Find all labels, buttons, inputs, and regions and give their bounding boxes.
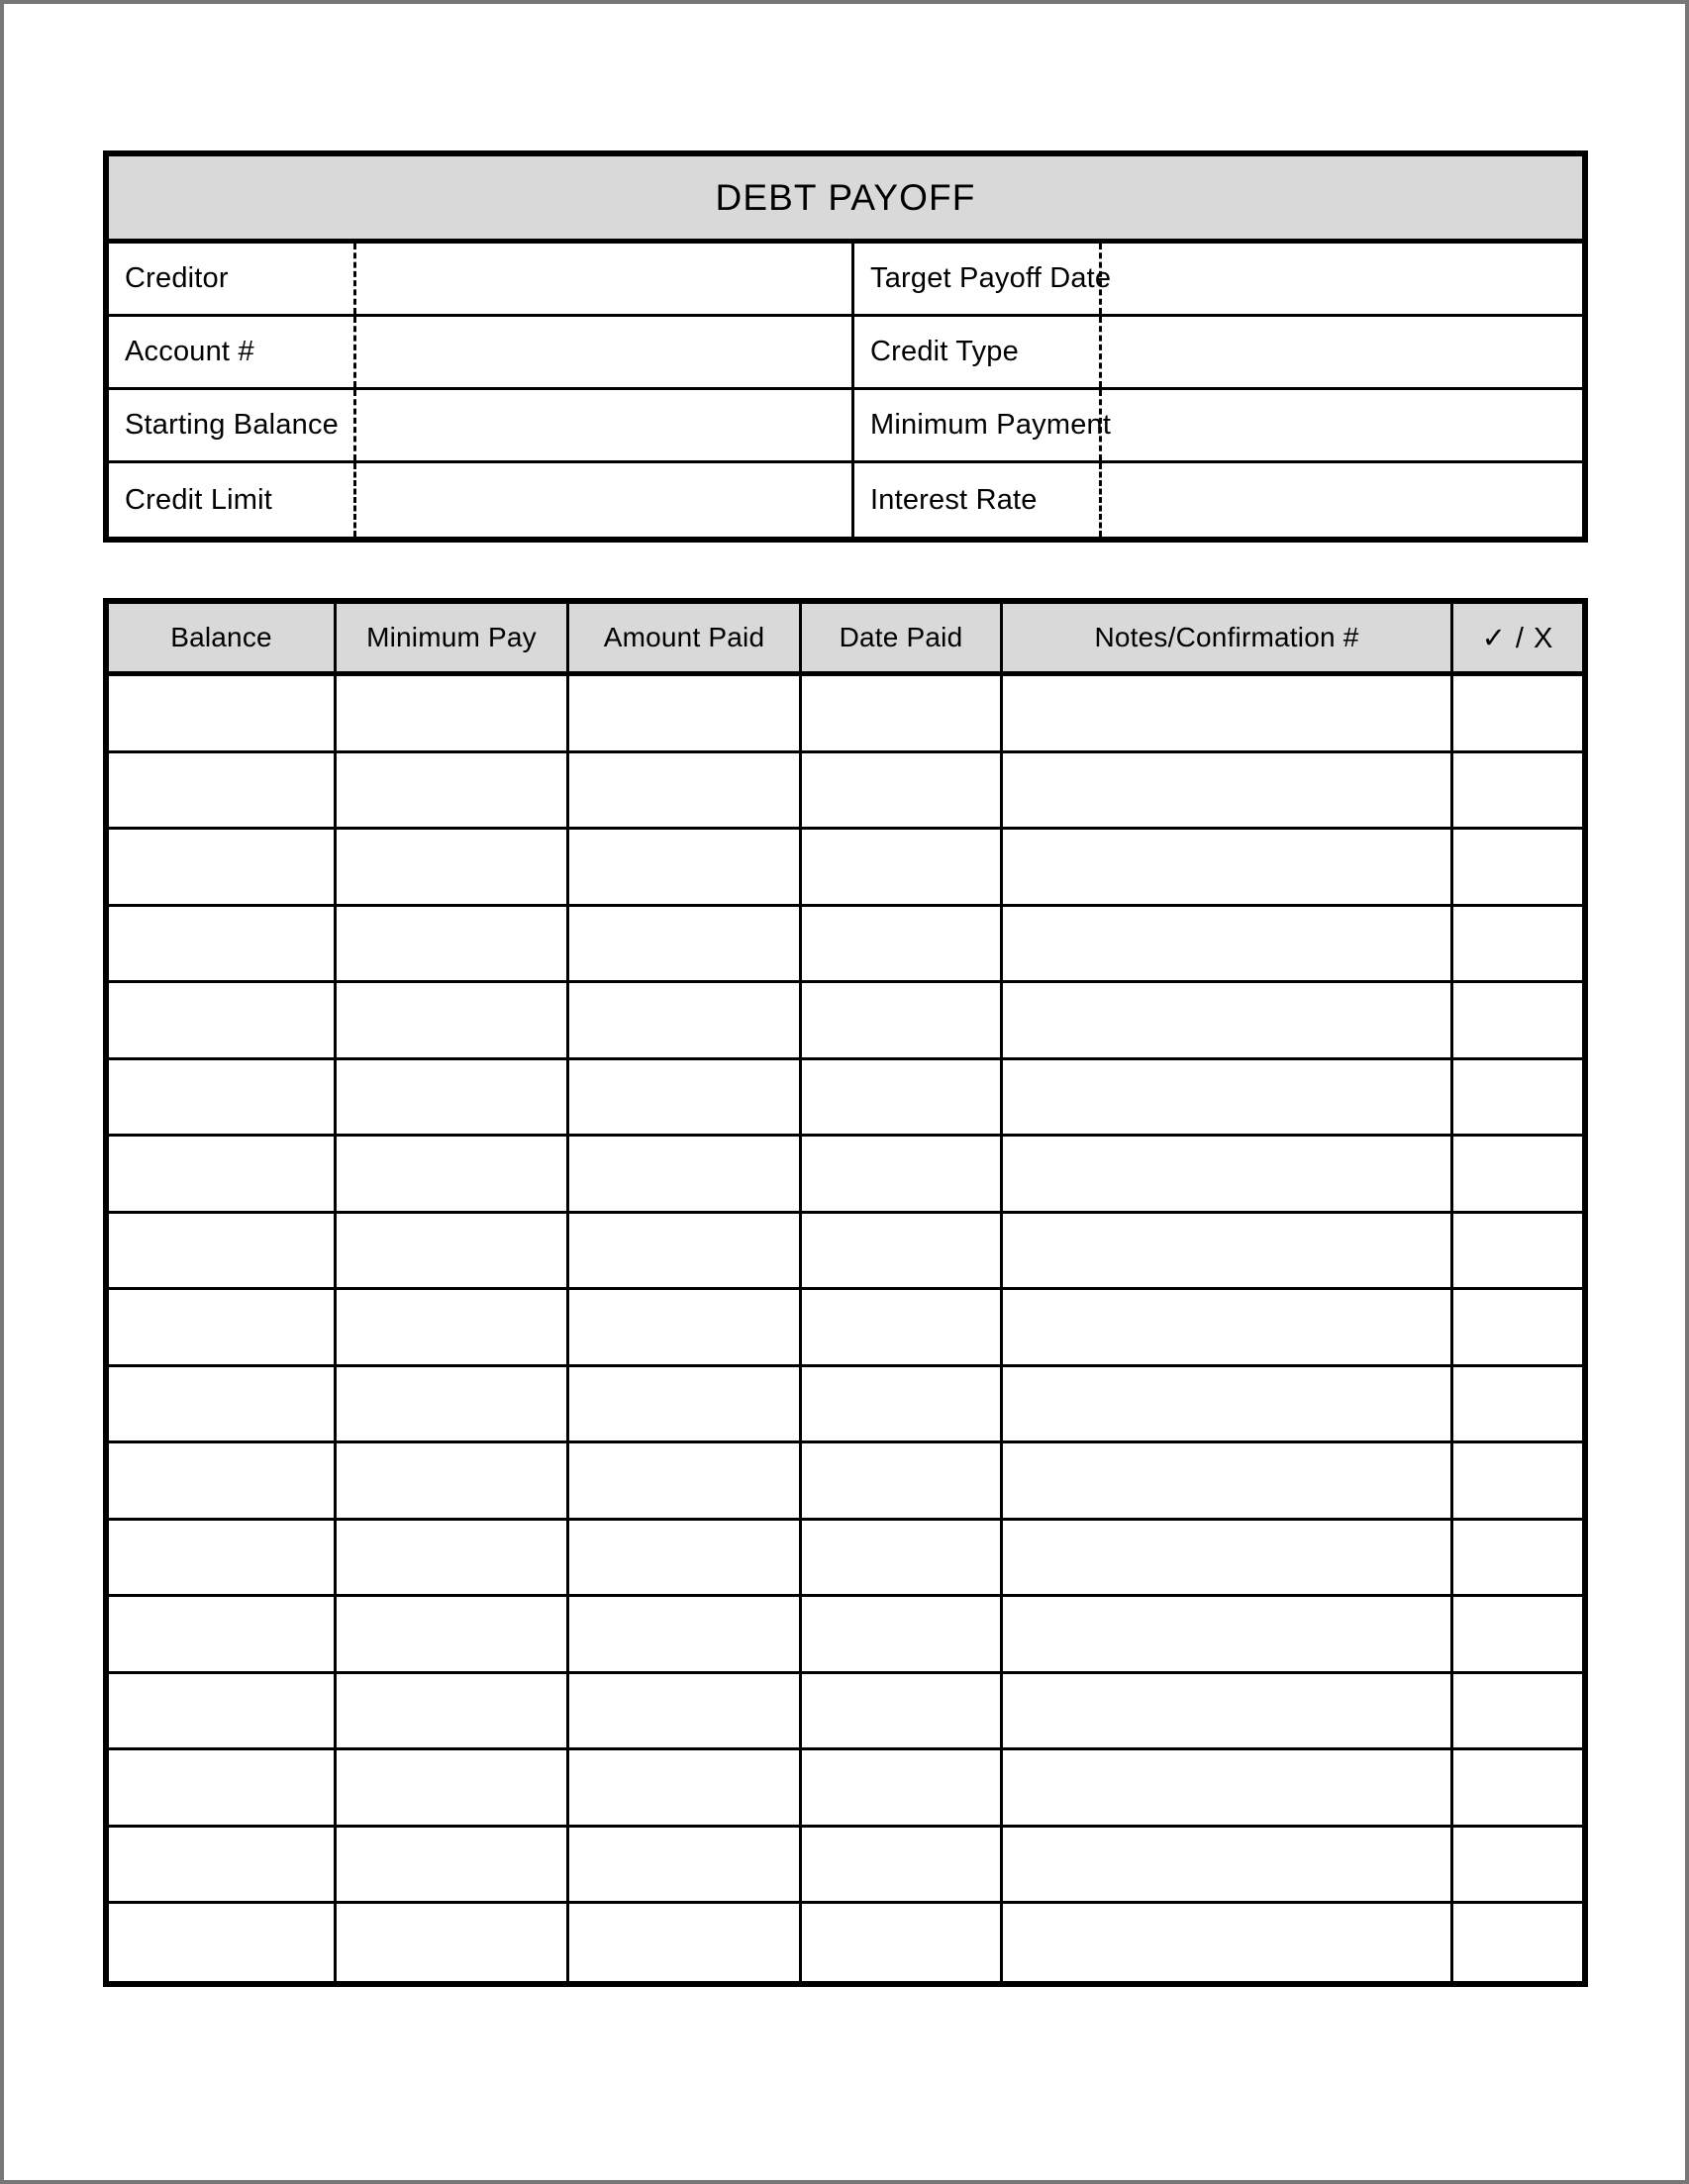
info-label-left: Credit Limit <box>125 483 273 516</box>
cell-check-x[interactable] <box>1453 1137 1582 1211</box>
cell-notes[interactable] <box>1003 1290 1453 1364</box>
cell-minimum-pay[interactable] <box>337 1214 569 1288</box>
cell-check-x[interactable] <box>1453 907 1582 981</box>
form-title-bar <box>109 156 1582 244</box>
cell-check-x[interactable] <box>1453 676 1582 750</box>
cell-minimum-pay[interactable] <box>337 753 569 828</box>
cell-check-x[interactable] <box>1453 1597 1582 1671</box>
cell-check-x[interactable] <box>1453 1674 1582 1748</box>
cell-minimum-pay[interactable] <box>337 983 569 1057</box>
table-row <box>109 1214 1582 1291</box>
cell-notes[interactable] <box>1003 907 1453 981</box>
cell-notes[interactable] <box>1003 1597 1453 1671</box>
cell-check-x[interactable] <box>1453 1060 1582 1135</box>
cell-date-paid[interactable] <box>802 1521 1003 1595</box>
table-row <box>109 1060 1582 1138</box>
cell-notes[interactable] <box>1003 1828 1453 1902</box>
payment-log-table <box>103 598 1588 1987</box>
cell-notes[interactable] <box>1003 830 1453 904</box>
cell-date-paid[interactable] <box>802 753 1003 828</box>
cell-minimum-pay[interactable] <box>337 676 569 750</box>
info-rows-container <box>109 244 1582 537</box>
page-title: DEBT PAYOFF <box>715 176 976 218</box>
info-label-right: Target Payoff Date <box>851 244 1099 314</box>
cell-notes[interactable] <box>1003 983 1453 1057</box>
info-row <box>109 463 1582 537</box>
cell-check-x[interactable] <box>1453 1214 1582 1288</box>
cell-balance[interactable] <box>109 1214 337 1288</box>
cell-minimum-pay[interactable] <box>337 907 569 981</box>
info-label-left: Account # <box>125 336 254 367</box>
cell-check-x[interactable] <box>1453 983 1582 1057</box>
cell-notes[interactable] <box>1003 1674 1453 1748</box>
cell-minimum-pay[interactable] <box>337 1521 569 1595</box>
table-header-row <box>109 604 1582 676</box>
info-row <box>109 390 1582 463</box>
column-header-balance: Balance <box>109 604 337 671</box>
cell-amount-paid[interactable] <box>569 983 802 1057</box>
cell-date-paid[interactable] <box>802 1137 1003 1211</box>
cell-check-x[interactable] <box>1453 1443 1582 1518</box>
cell-amount-paid[interactable] <box>569 1674 802 1748</box>
cell-minimum-pay[interactable] <box>337 1597 569 1671</box>
cell-balance[interactable] <box>109 1367 337 1441</box>
table-row <box>109 1828 1582 1905</box>
cell-date-paid[interactable] <box>802 1904 1003 1981</box>
cell-balance[interactable] <box>109 1290 337 1364</box>
cell-notes[interactable] <box>1003 1367 1453 1441</box>
cell-amount-paid[interactable] <box>569 1597 802 1671</box>
cell-balance[interactable] <box>109 830 337 904</box>
cell-date-paid[interactable] <box>802 830 1003 904</box>
table-row <box>109 1597 1582 1674</box>
cell-amount-paid[interactable] <box>569 1443 802 1518</box>
cell-amount-paid[interactable] <box>569 753 802 828</box>
cell-balance[interactable] <box>109 1597 337 1671</box>
cell-notes[interactable] <box>1003 753 1453 828</box>
cell-amount-paid[interactable] <box>569 1367 802 1441</box>
cell-balance[interactable] <box>109 753 337 828</box>
cell-balance[interactable] <box>109 1521 337 1595</box>
cell-notes[interactable] <box>1003 1904 1453 1981</box>
cell-notes[interactable] <box>1003 1443 1453 1518</box>
cell-amount-paid[interactable] <box>569 1214 802 1288</box>
table-row <box>109 1290 1582 1367</box>
cell-date-paid[interactable] <box>802 1597 1003 1671</box>
cell-check-x[interactable] <box>1453 1904 1582 1981</box>
info-label-right: Minimum Payment <box>851 390 1099 460</box>
table-row <box>109 1750 1582 1828</box>
table-row <box>109 1674 1582 1751</box>
cell-date-paid[interactable] <box>802 676 1003 750</box>
info-label-right: Interest Rate <box>851 463 1099 537</box>
table-row <box>109 983 1582 1060</box>
cell-balance[interactable] <box>109 983 337 1057</box>
info-label-left: Starting Balance <box>125 409 339 441</box>
info-field-left[interactable] <box>353 463 851 537</box>
info-row <box>109 317 1582 390</box>
cell-amount-paid[interactable] <box>569 1137 802 1211</box>
info-field-left[interactable] <box>353 244 851 314</box>
cell-amount-paid[interactable] <box>569 1828 802 1902</box>
cell-balance[interactable] <box>109 1060 337 1135</box>
cell-notes[interactable] <box>1003 1137 1453 1211</box>
cell-amount-paid[interactable] <box>569 830 802 904</box>
cell-notes[interactable] <box>1003 1750 1453 1825</box>
table-row <box>109 1137 1582 1214</box>
cell-check-x[interactable] <box>1453 753 1582 828</box>
cell-balance[interactable] <box>109 1443 337 1518</box>
cell-balance[interactable] <box>109 1137 337 1211</box>
info-row <box>109 244 1582 317</box>
cell-minimum-pay[interactable] <box>337 1290 569 1364</box>
cell-date-paid[interactable] <box>802 1828 1003 1902</box>
debt-info-block <box>103 150 1588 543</box>
cell-minimum-pay[interactable] <box>337 1367 569 1441</box>
cell-check-x[interactable] <box>1453 1290 1582 1364</box>
cell-amount-paid[interactable] <box>569 676 802 750</box>
cell-minimum-pay[interactable] <box>337 1443 569 1518</box>
column-header-date-paid: Date Paid <box>802 604 1003 671</box>
cell-minimum-pay[interactable] <box>337 1674 569 1748</box>
cell-amount-paid[interactable] <box>569 907 802 981</box>
cell-balance[interactable] <box>109 1904 337 1981</box>
cell-minimum-pay[interactable] <box>337 1828 569 1902</box>
cell-check-x[interactable] <box>1453 1367 1582 1441</box>
cell-date-paid[interactable] <box>802 983 1003 1057</box>
table-row <box>109 753 1582 831</box>
cell-amount-paid[interactable] <box>569 1060 802 1135</box>
cell-balance[interactable] <box>109 907 337 981</box>
info-field-left[interactable] <box>353 317 851 387</box>
info-field-right[interactable] <box>1099 244 1579 314</box>
cell-date-paid[interactable] <box>802 907 1003 981</box>
info-field-left[interactable] <box>353 390 851 460</box>
table-row <box>109 1521 1582 1598</box>
column-header-notes: Notes/Confirmation # <box>1003 604 1453 671</box>
table-row <box>109 830 1582 907</box>
table-row <box>109 907 1582 984</box>
cell-balance[interactable] <box>109 676 337 750</box>
cell-check-x[interactable] <box>1453 1521 1582 1595</box>
cell-notes[interactable] <box>1003 676 1453 750</box>
cell-minimum-pay[interactable] <box>337 1904 569 1981</box>
cell-balance[interactable] <box>109 1750 337 1825</box>
cell-minimum-pay[interactable] <box>337 830 569 904</box>
cell-notes[interactable] <box>1003 1521 1453 1595</box>
cell-minimum-pay[interactable] <box>337 1750 569 1825</box>
column-header-amount-paid: Amount Paid <box>569 604 802 671</box>
cell-notes[interactable] <box>1003 1060 1453 1135</box>
info-field-right[interactable] <box>1099 317 1579 387</box>
cell-amount-paid[interactable] <box>569 1750 802 1825</box>
cell-date-paid[interactable] <box>802 1367 1003 1441</box>
cell-date-paid[interactable] <box>802 1750 1003 1825</box>
cell-amount-paid[interactable] <box>569 1290 802 1364</box>
info-label-left: Creditor <box>125 262 229 294</box>
cell-minimum-pay[interactable] <box>337 1137 569 1211</box>
cell-check-x[interactable] <box>1453 1750 1582 1825</box>
cell-date-paid[interactable] <box>802 1290 1003 1364</box>
cell-amount-paid[interactable] <box>569 1521 802 1595</box>
cell-date-paid[interactable] <box>802 1214 1003 1288</box>
table-row <box>109 1904 1582 1981</box>
table-row <box>109 676 1582 753</box>
column-header-minimum-pay: Minimum Pay <box>337 604 569 671</box>
cell-check-x[interactable] <box>1453 1828 1582 1902</box>
info-label-right: Credit Type <box>851 317 1099 387</box>
table-row <box>109 1443 1582 1521</box>
column-header-check-x: ✓ / X <box>1481 622 1554 654</box>
cell-date-paid[interactable] <box>802 1060 1003 1135</box>
info-field-right[interactable] <box>1099 463 1579 537</box>
cell-minimum-pay[interactable] <box>337 1060 569 1135</box>
cell-check-x[interactable] <box>1453 830 1582 904</box>
cell-date-paid[interactable] <box>802 1674 1003 1748</box>
cell-date-paid[interactable] <box>802 1443 1003 1518</box>
cell-notes[interactable] <box>1003 1214 1453 1288</box>
cell-balance[interactable] <box>109 1674 337 1748</box>
cell-balance[interactable] <box>109 1828 337 1902</box>
table-row <box>109 1367 1582 1444</box>
info-field-right[interactable] <box>1099 390 1579 460</box>
cell-amount-paid[interactable] <box>569 1904 802 1981</box>
table-body <box>109 676 1582 1981</box>
